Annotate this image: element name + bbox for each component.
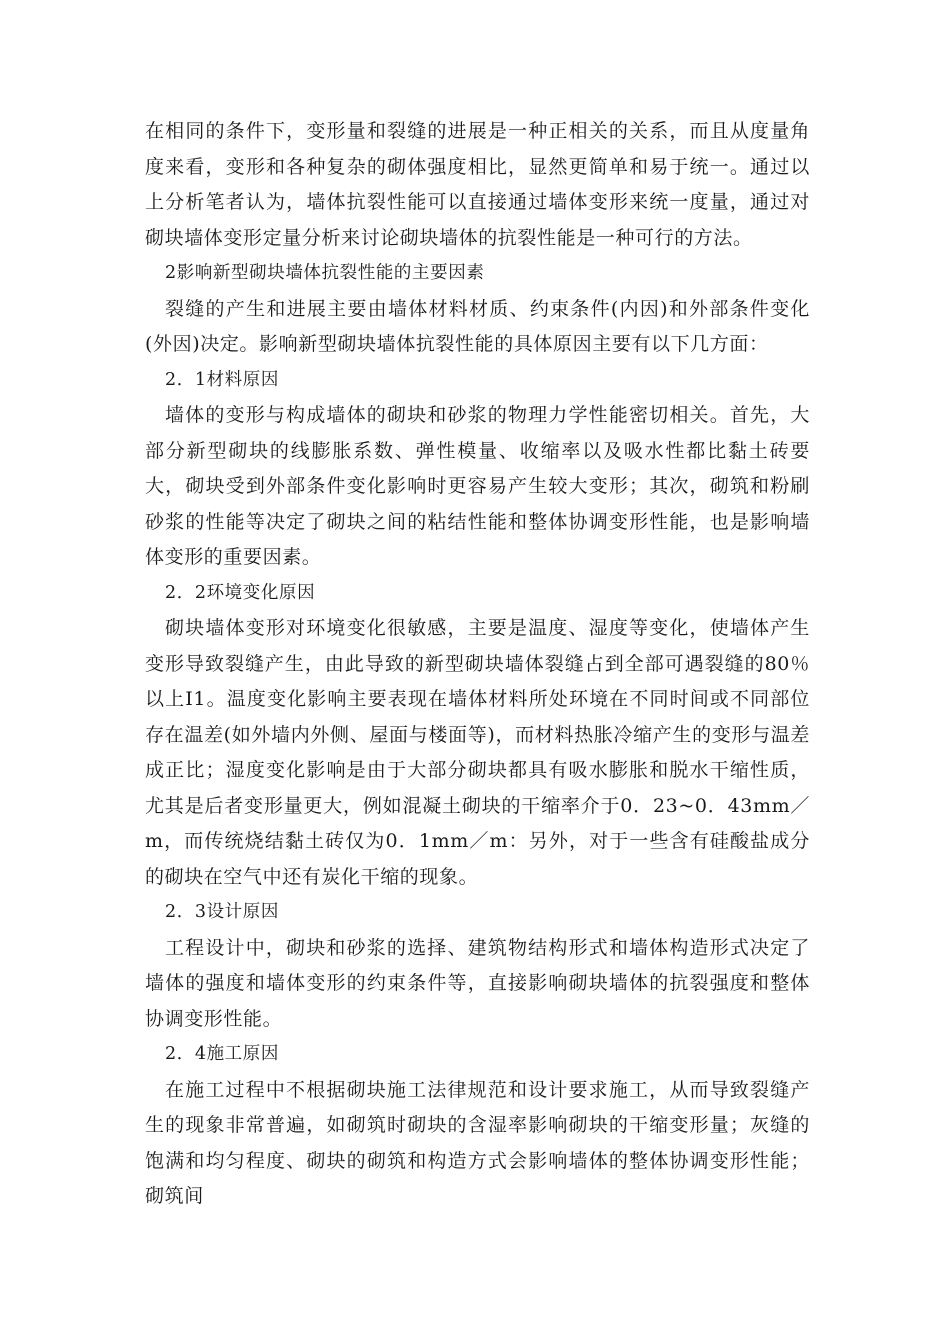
- section-heading-2-2: 2．2环境变化原因: [165, 582, 316, 603]
- paragraph-construction-reasons: 在施工过程中不根据砌块施工法律规范和设计要求施工，从而导致裂缝产生的现象非常普遍，如砌筑时砌块的含湿率影响砌块的干缩变形量；灰缝的饱满和均匀程度、砌块的砌筑和构造方式会影响墙体的整体协调变形性能；砌筑间: [145, 1078, 810, 1207]
- section-heading-2-1: 2．1材料原因: [165, 369, 279, 390]
- paragraph-intro: 在相同的条件下，变形量和裂缝的进展是一种正相关的关系，而且从度量角度来看，变形和各种复杂的砌体强度相比，显然更简单和易于统一。通过以上分析笔者认为，墙体抗裂性能可以直接通过墙体变形来统一度量，通过对砌块墙体变形定量分析来讨论砌块墙体的抗裂性能是一种可行的方法。: [145, 120, 810, 249]
- paragraph-section-2: 裂缝的产生和进展主要由墙体材料材质、约束条件(内因)和外部条件变化(外因)决定。影响新型砌块墙体抗裂性能的具体原因主要有以下几方面：: [145, 297, 810, 355]
- section-heading-2: 2影响新型砌块墙体抗裂性能的主要因素: [165, 263, 485, 283]
- paragraph-environment-reasons: 砌块墙体变形对环境变化很敏感，主要是温度、湿度等变化，使墙体产生变形导致裂缝产生，由此导致的新型砌块墙体裂缝占到全部可遇裂缝的80％以上I1。温度变化影响主要表现在墙体材料所处环境在不同时间或不同部位存在温差(如外墙内外侧、屋面与楼面等)，而材料热胀冷缩产生的变形与温差成正比；湿度变化影响是由于大部分砌块都具有吸水膨胀和脱水干缩性质，尤其是后者变形量更大，例如混凝土砌块的干缩率介于0．23~0．43mm／m，而传统烧结黏土砖仅为0．1mm／m：另外，对于一些含有硅酸盐成分的砌块在空气中还有炭化干缩的现象。: [145, 617, 810, 888]
- section-heading-2-3: 2．3设计原因: [165, 902, 279, 922]
- document-body: [145, 114, 810, 1215]
- paragraph-design-reasons: 工程设计中，砌块和砂浆的选择、建筑物结构形式和墙体构造形式决定了墙体的强度和墙体变形的约束条件等，直接影响砌块墙体的抗裂强度和整体协调变形性能。: [145, 936, 810, 1030]
- paragraph-material-reasons: 墙体的变形与构成墙体的砌块和砂浆的物理力学性能密切相关。首先，大部分新型砌块的线膨胀系数、弹性模量、收缩率以及吸水性都比黏土砖要大，砌块受到外部条件变化影响时更容易产生较大变形；其次，砌筑和粉刷砂浆的性能等决定了砌块之间的粘结性能和整体协调变形性能，也是影响墙体变形的重要因素。: [145, 404, 810, 568]
- section-heading-2-4: 2．4施工原因: [165, 1044, 279, 1064]
